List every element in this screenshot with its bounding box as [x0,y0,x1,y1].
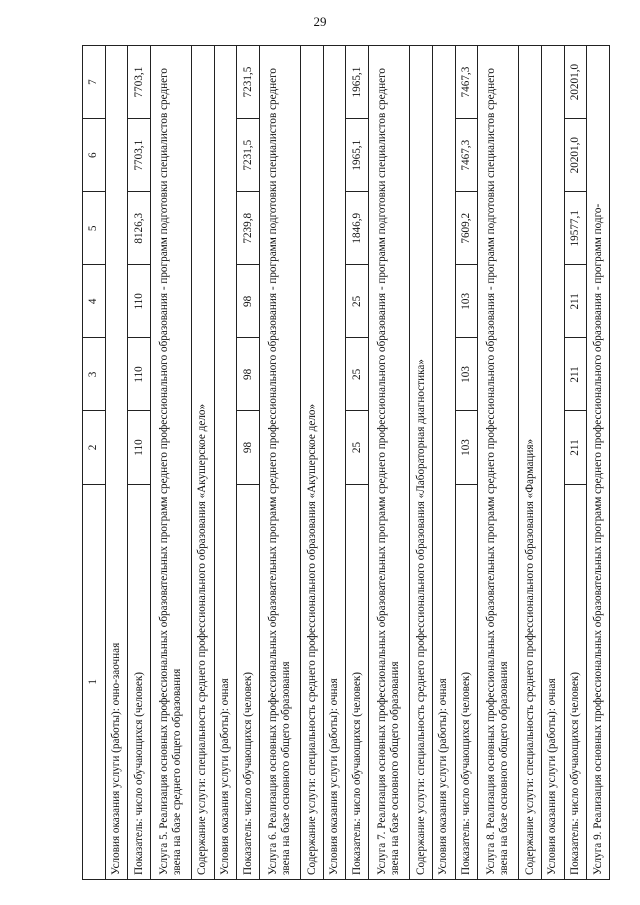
value-cell: 103 [455,411,478,484]
header-row [83,46,106,880]
section-text: Содержание услуги: специальность среднего профессионального образования «Акушерское дело» [192,46,215,880]
table-row [237,46,260,880]
value-cell: 8126,3 [128,192,151,265]
table-row [564,46,587,880]
value-cell: 110 [128,411,151,484]
section-row [301,46,324,880]
section-text: Условия оказания услуги (работы): очная [541,46,564,880]
value-cell: 25 [346,338,369,411]
section-text: Содержание услуги: специальность среднего профессионального образования «Акушерское дело» [301,46,324,880]
section-row [587,46,610,880]
indicator-label: Показатель: число обучающихся (человек) [237,484,260,879]
value-cell: 25 [346,411,369,484]
table-row [455,46,478,880]
section-row [432,46,455,880]
section-row [105,46,128,880]
value-cell: 7231,5 [237,46,260,119]
header-cell: 5 [83,192,106,265]
value-cell: 19577,1 [564,192,587,265]
value-cell: 7703,1 [128,119,151,192]
section-text: Содержание услуги: специальность среднего профессионального образования «Лабораторная диагностика» [410,46,433,880]
section-row [260,46,301,880]
value-cell: 98 [237,338,260,411]
value-cell: 25 [346,265,369,338]
value-cell: 211 [564,338,587,411]
section-text: Условия оказания услуги (работы): очная [323,46,346,880]
value-cell: 1846,9 [346,192,369,265]
section-text: Условия оказания услуги (работы): очно-заочная [105,46,128,880]
section-text: Содержание услуги: специальность среднего профессионального образования «Фармация» [519,46,542,880]
table-row [346,46,369,880]
table-row [128,46,151,880]
value-cell: 1965,1 [346,46,369,119]
value-cell: 7231,5 [237,119,260,192]
header-cell: 1 [83,484,106,879]
value-cell: 110 [128,338,151,411]
table-body [83,46,610,880]
section-text: Услуга 6. Реализация основных профессиональных образовательных программ среднего профессионального образования - программ подготовки специалистов среднего звена на базе основного общего образования [260,46,301,880]
section-row [410,46,433,880]
section-text: Услуга 7. Реализация основных профессиональных образовательных программ среднего профессионального образования - программ подготовки специалистов среднего звена на базе основного общего образования [369,46,410,880]
value-cell: 211 [564,411,587,484]
header-cell: 2 [83,411,106,484]
section-row [478,46,519,880]
value-cell: 7467,3 [455,46,478,119]
section-text: Услуга 5. Реализация основных профессиональных образовательных программ среднего профессионального образования - программ подготовки специалистов среднего звена на базе среднего общего образования [151,46,192,880]
value-cell: 20201,0 [564,119,587,192]
section-row [519,46,542,880]
section-text: Услуга 8. Реализация основных профессиональных образовательных программ среднего профессионального образования - программ подготовки специалистов среднего звена на базе основного общего образования [478,46,519,880]
value-cell: 20201,0 [564,46,587,119]
indicator-label: Показатель: число обучающихся (человек) [128,484,151,879]
value-cell: 110 [128,265,151,338]
header-cell: 3 [83,338,106,411]
value-cell: 7467,3 [455,119,478,192]
value-cell: 103 [455,265,478,338]
page-number: 29 [313,14,327,29]
header-cell: 6 [83,119,106,192]
value-cell: 98 [237,411,260,484]
value-cell: 7239,8 [237,192,260,265]
value-cell: 1965,1 [346,119,369,192]
value-cell: 7703,1 [128,46,151,119]
value-cell: 7609,2 [455,192,478,265]
section-row [151,46,192,880]
rotated-table-wrapper [82,45,610,880]
indicator-label: Показатель: число обучающихся (человек) [564,484,587,879]
section-row [214,46,237,880]
section-text: Услуга 9. Реализация основных профессиональных образовательных программ среднего профессионального образования - программ подго- [587,46,610,880]
section-row [192,46,215,880]
section-row [323,46,346,880]
header-cell: 4 [83,265,106,338]
indicator-label: Показатель: число обучающихся (человек) [455,484,478,879]
section-text: Условия оказания услуги (работы): очная [432,46,455,880]
section-row [369,46,410,880]
value-cell: 103 [455,338,478,411]
header-cell: 7 [83,46,106,119]
indicator-label: Показатель: число обучающихся (человек) [346,484,369,879]
services-table [82,45,610,880]
value-cell: 211 [564,265,587,338]
section-text: Условия оказания услуги (работы): очная [214,46,237,880]
value-cell: 98 [237,265,260,338]
section-row [541,46,564,880]
